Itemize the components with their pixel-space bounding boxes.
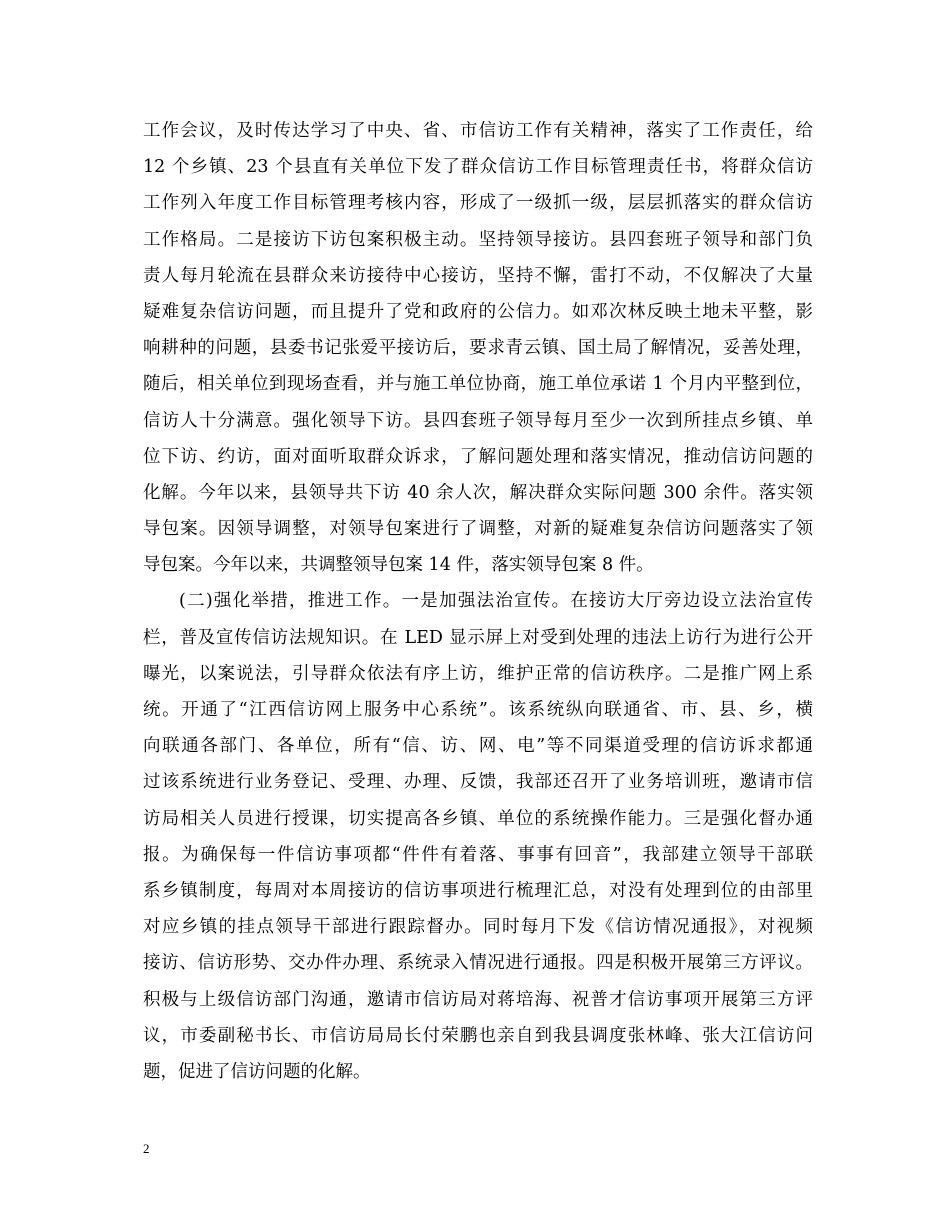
text-line: 栏，普及宣传信访法规知识。在 LED 显示屏上对受到处理的违法上访行为进行公开 bbox=[143, 627, 813, 648]
text-line: 随后，相关单位到现场查看，并与施工单位协商，施工单位承诺 1 个月内平整到位， bbox=[143, 374, 813, 395]
page-number: 2 bbox=[143, 1141, 150, 1156]
text-line: 导包案。因领导调整，对领导包案进行了调整，对新的疑难复杂信访问题落实了领 bbox=[143, 519, 813, 540]
text-line: 题，促进了信访问题的化解。 bbox=[143, 1061, 371, 1082]
text-line: 议，市委副秘书长、市信访局局长付荣鹏也亲自到我县调度张林峰、张大江信访问 bbox=[143, 1025, 813, 1046]
text-line: 访局相关人员进行授课，切实提高各乡镇、单位的系统操作能力。三是强化督办通 bbox=[143, 808, 813, 829]
text-line: 曝光，以案说法，引导群众依法有序上访，维护正常的信访秩序。二是推广网上系 bbox=[143, 663, 813, 684]
text-line: 信访人十分满意。强化领导下访。县四套班子领导每月至少一次到所挂点乡镇、单 bbox=[143, 410, 813, 431]
body-text bbox=[143, 113, 813, 1090]
text-line: 工作格局。二是接访下访包案积极主动。坚持领导接访。县四套班子领导和部门负 bbox=[143, 229, 813, 250]
text-line: 化解。今年以来，县领导共下访 40 余人次，解决群众实际问题 300 余件。落实领 bbox=[143, 482, 813, 503]
text-line: 接访、信访形势、交办件办理、系统录入情况进行通报。四是积极开展第三方评议。 bbox=[143, 953, 813, 974]
text-line: 系乡镇制度，每周对本周接访的信访事项进行梳理汇总，对没有处理到位的由部里 bbox=[143, 880, 813, 901]
text-line: 积极与上级信访部门沟通，邀请市信访局对蒋培海、祝普才信访事项开展第三方评 bbox=[143, 989, 813, 1010]
text-line: 导包案。今年以来，共调整领导包案 14 件，落实领导包案 8 件。 bbox=[143, 555, 654, 576]
text-line: 报。为确保每一件信访事项都“件件有着落、事事有回音”，我部建立领导干部联 bbox=[143, 844, 813, 865]
text-line: 工作列入年度工作目标管理考核内容，形成了一级抓一级，层层抓落实的群众信访 bbox=[143, 193, 813, 214]
text-line: 过该系统进行业务登记、受理、办理、反馈，我部还召开了业务培训班，邀请市信 bbox=[143, 772, 813, 793]
text-line: 响耕种的问题，县委书记张爱平接访后，要求青云镇、国土局了解情况，妥善处理， bbox=[143, 338, 813, 359]
text-line: 责人每月轮流在县群众来访接待中心接访，坚持不懈，雷打不动，不仅解决了大量 bbox=[143, 265, 813, 286]
text-line: 12 个乡镇、23 个县直有关单位下发了群众信访工作目标管理责任书，将群众信访 bbox=[143, 157, 813, 178]
text-line: 工作会议，及时传达学习了中央、省、市信访工作有关精神，落实了工作责任，给 bbox=[143, 121, 813, 141]
text-line: 疑难复杂信访问题，而且提升了党和政府的公信力。如邓次林反映土地未平整，影 bbox=[143, 301, 813, 322]
text-line: 对应乡镇的挂点领导干部进行跟踪督办。同时每月下发《信访情况通报》，对视频 bbox=[143, 917, 813, 938]
text-line: (二)强化举措，推进工作。一是加强法治宣传。在接访大厅旁边设立法治宣传 bbox=[179, 591, 813, 612]
text-line: 位下访、约访，面对面听取群众诉求，了解问题处理和落实情况，推动信访问题的 bbox=[143, 446, 813, 467]
text-line: 统。开通了“江西信访网上服务中心系统”。该系统纵向联通省、市、县、乡，横 bbox=[143, 700, 813, 720]
text-line: 向联通各部门、各单位，所有“信、访、网、电”等不同渠道受理的信访诉求都通 bbox=[143, 736, 813, 757]
